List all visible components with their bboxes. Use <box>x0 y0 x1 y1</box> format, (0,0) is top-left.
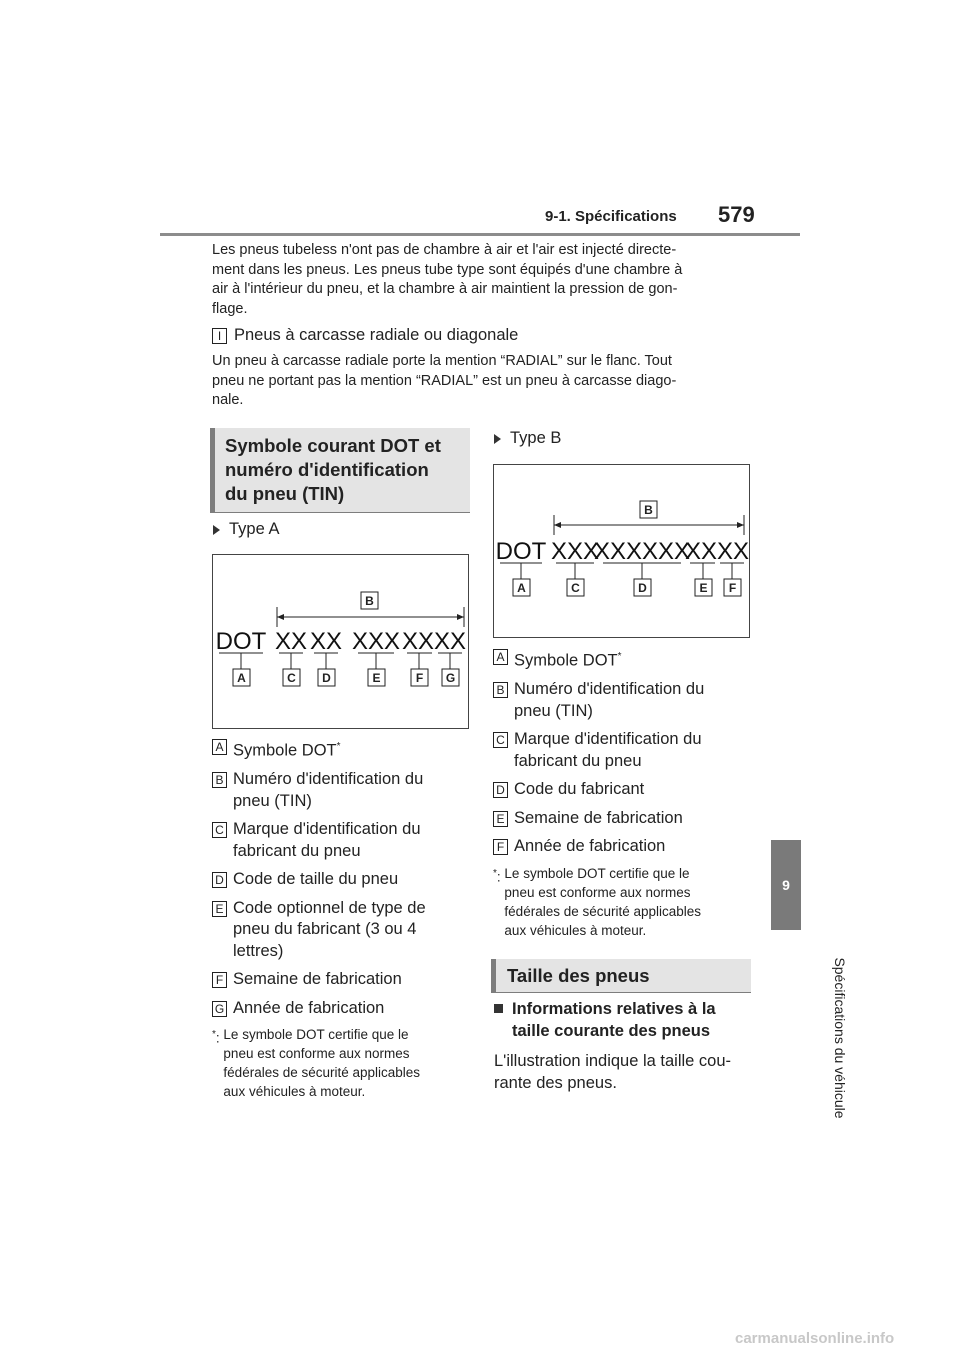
code-xxx: XXX <box>550 538 600 565</box>
triangle-bullet-icon <box>494 434 501 444</box>
item-text: pneu (TIN) <box>514 701 593 720</box>
code-xx: XX <box>274 628 308 655</box>
triangle-bullet-icon <box>213 525 220 535</box>
footnote-mark: * <box>212 1029 216 1040</box>
item-text: Semaine de fabrication <box>233 970 402 988</box>
section-line: du pneu (TIN) <box>225 483 345 504</box>
size-line: rante des pneus. <box>494 1074 617 1092</box>
type-a-list <box>212 736 472 1101</box>
item-text: pneu (TIN) <box>233 791 312 810</box>
note-line: fédérales de sécurité applicables <box>223 1065 421 1080</box>
size-line: L'illustration indique la taille cou- <box>494 1052 732 1070</box>
item-text: Semaine de fabrication <box>514 808 683 827</box>
item-text: Marque d'identification du <box>514 730 702 748</box>
letter-marker: F <box>212 972 227 988</box>
section-line: numéro d'identification <box>225 459 429 480</box>
code-xxxx: XXXX <box>684 538 749 565</box>
list-item <box>493 646 755 672</box>
note-line: pneu est conforme aux normes <box>504 884 691 900</box>
radial-line: nale. <box>212 392 244 408</box>
code-xxx: XXX <box>351 628 401 655</box>
note-line: aux véhicules à moteur. <box>504 922 647 938</box>
marker-g: G <box>445 671 456 685</box>
marker-row <box>233 669 459 686</box>
section-line: Symbole courant DOT et <box>225 435 441 456</box>
arrow-left-icon <box>554 522 561 528</box>
type-b-diagram <box>493 464 750 638</box>
type-b-svg <box>494 465 749 637</box>
type-b-label <box>494 429 561 448</box>
letter-marker: D <box>493 782 508 798</box>
marker-a: A <box>517 581 526 595</box>
item-text: Année de fabrication <box>233 998 385 1017</box>
list-item <box>212 869 472 891</box>
watermark: carmanualsonline.info <box>735 1330 895 1347</box>
code-xx: XX <box>309 628 343 655</box>
item-text: lettres) <box>233 941 284 960</box>
marker-f: F <box>728 581 737 595</box>
list-item <box>212 969 472 991</box>
size-bullet-heading <box>494 998 716 1042</box>
chapter-tab[interactable]: 9 <box>771 840 801 930</box>
intro-line: Les pneus tubeless n'ont pas de chambre à air et l'air est injecté directe- <box>212 242 677 258</box>
note-line: pneu est conforme aux normes <box>223 1046 410 1061</box>
letter-marker: B <box>212 772 227 788</box>
arrow-right-icon <box>737 522 744 528</box>
list-item <box>493 779 755 801</box>
letter-marker: D <box>212 872 227 888</box>
item-text: Numéro d'identification du <box>514 680 705 698</box>
note-line: fédérales de sécurité applicables <box>504 903 702 919</box>
size-paragraph <box>494 1050 731 1094</box>
list-item <box>212 736 472 762</box>
bullet-line: taille courante des pneus <box>512 1022 711 1040</box>
footnote-mark: * <box>617 651 622 662</box>
item-text: Code du fabricant <box>514 780 645 798</box>
list-item <box>212 819 472 862</box>
radial-line: Un pneu à carcasse radiale porte la mention “RADIAL” sur le flanc. Tout <box>212 353 672 369</box>
item-text: Année de fabrication <box>514 837 666 855</box>
intro-paragraph <box>212 241 752 319</box>
letter-marker: A <box>493 649 508 665</box>
item-text: Numéro d'identification du <box>233 770 424 788</box>
marker-e: E <box>699 581 708 595</box>
type-b-list <box>493 646 755 940</box>
marker-b: B <box>365 594 374 608</box>
marker-c: C <box>287 671 296 685</box>
marker-c: C <box>571 581 580 595</box>
arrow-right-icon <box>457 614 464 620</box>
letter-marker: E <box>493 811 508 827</box>
list-item <box>493 836 755 858</box>
marker-f: F <box>415 671 424 685</box>
letter-marker: G <box>212 1001 227 1017</box>
radial-line: pneu ne portant pas la mention “RADIAL” est un pneu à carcasse diago- <box>212 372 677 389</box>
code-dot: DOT <box>495 538 547 565</box>
leader-lines <box>500 563 744 579</box>
letter-marker: F <box>493 839 508 855</box>
radial-heading-text: Pneus à carcasse radiale ou diagonale <box>234 326 519 344</box>
chapter-label: Spécifications du véhicule <box>832 957 848 1119</box>
item-text: Code de taille du pneu <box>233 870 399 888</box>
note-line: aux véhicules à moteur. <box>223 1084 366 1099</box>
type-a-diagram <box>212 554 469 729</box>
marker-a: A <box>237 671 246 685</box>
letter-marker: C <box>493 732 508 748</box>
letter-marker: B <box>493 682 508 698</box>
footnote-mark: * <box>336 741 341 752</box>
list-item <box>212 998 472 1020</box>
note-line: Le symbole DOT certifie que le <box>223 1027 409 1042</box>
section-heading-dot <box>210 428 470 513</box>
type-a-label <box>213 520 279 539</box>
letter-marker: I <box>212 328 227 344</box>
marker-d: D <box>322 671 331 685</box>
intro-line: ment dans les pneus. Les pneus tube type sont équipés d'une chambre à <box>212 261 683 278</box>
radial-heading <box>212 326 518 345</box>
item-text: Symbole DOT <box>514 651 618 670</box>
marker-d: D <box>638 581 647 595</box>
item-text: Marque d'identification du <box>233 820 421 838</box>
section-heading-size: Taille des pneus <box>491 959 751 993</box>
square-bullet-icon <box>494 1004 503 1013</box>
type-a-text: Type A <box>229 520 280 538</box>
note-line: Le symbole DOT certifie que le <box>504 865 690 881</box>
type-a-svg <box>213 555 468 728</box>
radial-paragraph <box>212 352 752 411</box>
arrow-left-icon <box>277 614 284 620</box>
page-number: 579 <box>718 202 755 227</box>
intro-line: flage. <box>212 300 248 317</box>
item-text: pneu du fabricant (3 ou 4 <box>233 920 417 938</box>
marker-e: E <box>372 671 381 685</box>
code-xxxxxx: XXXXXX <box>593 538 691 565</box>
footnote: *: Le symbole DOT certifie que le pneu est conforme aux normes fédérales de sécurité applicables aux véhicules à moteur. <box>493 865 702 938</box>
leader-lines <box>219 653 462 669</box>
list-item <box>212 769 472 812</box>
intro-line: air à l'intérieur du pneu, et la chambre à air maintient la pression de gon- <box>212 281 678 297</box>
bullet-line: Informations relatives à la <box>512 1000 716 1018</box>
type-b-text: Type B <box>510 429 562 447</box>
header-divider <box>160 233 800 236</box>
letter-marker: A <box>212 739 227 755</box>
letter-marker: E <box>212 901 227 917</box>
footnote-mark: * <box>493 867 497 879</box>
list-item <box>493 729 755 772</box>
list-item <box>493 808 755 830</box>
list-item <box>493 679 755 722</box>
item-text: Code optionnel de type de <box>233 898 426 917</box>
section-title: 9-1. Spécifications <box>545 208 677 225</box>
code-xxxx: XXXX <box>401 628 467 655</box>
item-text: fabricant du pneu <box>514 751 642 770</box>
footnote: *: Le symbole DOT certifie que le pneu est conforme aux normes fédérales de sécurité applicables aux véhicules à moteur. <box>212 1027 421 1099</box>
item-text: fabricant du pneu <box>233 841 361 860</box>
letter-marker: C <box>212 822 227 838</box>
list-item <box>212 898 472 963</box>
item-text: Symbole DOT <box>233 741 337 760</box>
marker-b: B <box>644 503 653 517</box>
code-dot: DOT <box>215 628 267 655</box>
